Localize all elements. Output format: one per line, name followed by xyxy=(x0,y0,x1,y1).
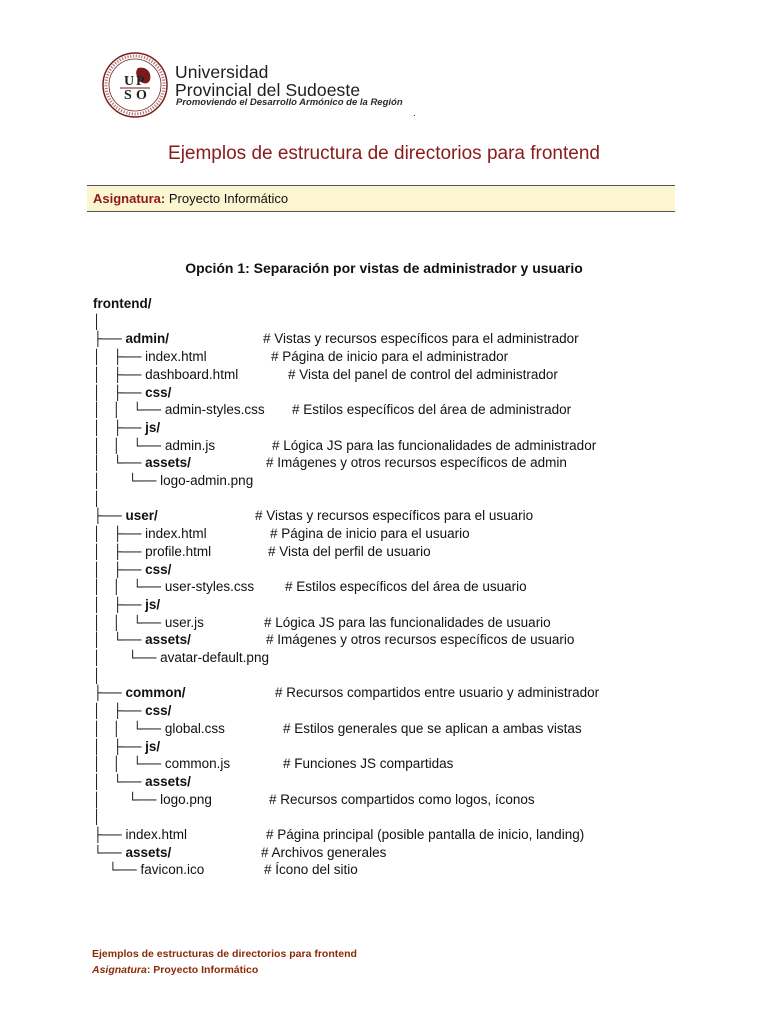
tree-entry: └── assets/ xyxy=(93,844,172,860)
footer-subject xyxy=(92,964,258,976)
svg-text:P: P xyxy=(136,74,145,89)
subject-label: Asignatura: xyxy=(93,191,166,206)
tree-entry-comment: # Página de inicio para el administrador xyxy=(271,349,509,365)
tree-entry: ├── index.html xyxy=(93,827,187,842)
tree-entry: │ └── avatar-default.png xyxy=(93,650,269,665)
option-title: Opción 1: Separación por vistas de administrador y usuario xyxy=(185,260,583,276)
footer-subject-value: Proyecto Informático xyxy=(150,964,259,976)
tree-entry-comment: # Estilos generales que se aplican a ambas vistas xyxy=(283,720,582,736)
tree-entry-comment: # Imágenes y otros recursos específicos de admin xyxy=(266,455,567,471)
tree-entry: │ │ └── admin-styles.css xyxy=(93,402,265,418)
tree-entry: │ ├── js/ xyxy=(93,419,161,435)
tree-entry: │ ├── js/ xyxy=(93,596,161,612)
tree-entry-comment: # Lógica JS para las funcionalidades de administrador xyxy=(272,437,597,453)
tree-entry: ├── common/ xyxy=(93,685,186,701)
university-name xyxy=(175,63,360,99)
tree-entry: │ ├── index.html xyxy=(93,349,207,365)
tree-entry-comment: # Imágenes y otros recursos específicos de usuario xyxy=(266,632,575,648)
tree-entry: │ └── assets/ xyxy=(93,455,191,471)
tree-entry-comment: # Recursos compartidos entre usuario y administrador xyxy=(275,685,600,701)
university-seal-logo xyxy=(102,52,168,118)
svg-text:S: S xyxy=(124,88,132,103)
tree-entry-comment: # Página principal (posible pantalla de inicio, landing) xyxy=(266,827,585,842)
tree-entry-comment: # Vistas y recursos específicos para el administrador xyxy=(263,331,579,347)
footer-subject-colon: : xyxy=(146,964,151,976)
tree-entry-comment: # Lógica JS para las funcionalidades de usuario xyxy=(264,614,551,630)
tree-entry-comment: # Página de inicio para el usuario xyxy=(270,526,470,542)
tree-entry: │ ├── css/ xyxy=(93,561,172,577)
tree-entry: │ ├── index.html xyxy=(93,526,207,542)
tree-entry: └── favicon.ico xyxy=(93,862,205,878)
tree-entry-comment: # Funciones JS compartidas xyxy=(283,756,454,772)
tree-entry: │ │ └── user.js xyxy=(93,614,204,630)
footer-subject-label: Asignatura xyxy=(92,964,147,976)
svg-text:U: U xyxy=(124,74,135,89)
tree-entry: │ │ └── global.css xyxy=(93,720,225,736)
university-slogan: Promoviendo el Desarrollo Armónico de la Región xyxy=(176,97,403,108)
tree-entry: │ ├── css/ xyxy=(93,384,172,400)
tree-entry: │ ├── profile.html xyxy=(93,543,212,559)
tree-entry: │ xyxy=(93,809,102,825)
tree-entry: │ xyxy=(93,667,102,683)
tree-entry-comment: # Estilos específicos del área de administrador xyxy=(292,402,572,418)
tree-entry: │ └── assets/ xyxy=(93,632,191,648)
tree-entry: │ │ └── user-styles.css xyxy=(93,579,255,595)
svg-text:O: O xyxy=(136,88,147,103)
tree-entry-comment: # Archivos generales xyxy=(261,844,387,860)
subject-value: Proyecto Informático xyxy=(168,191,289,206)
tree-entry: ├── admin/ xyxy=(93,331,169,347)
university-name-line2: Provincial del Sudoeste xyxy=(175,80,361,100)
university-name-line1: Universidad xyxy=(175,62,269,82)
stray-dot: . xyxy=(413,108,416,119)
tree-entry: │ xyxy=(93,490,102,506)
tree-entry: │ ├── dashboard.html xyxy=(93,366,239,382)
tree-entry-comment: # Ícono del sitio xyxy=(264,862,358,878)
tree-entry: │ │ └── admin.js xyxy=(93,437,216,453)
subject-banner xyxy=(87,185,675,212)
footer-title: Ejemplos de estructuras de directorios para frontend xyxy=(92,948,357,960)
tree-entry-comment: # Vista del panel de control del administrador xyxy=(288,366,558,382)
tree-entry: │ ├── js/ xyxy=(93,738,161,754)
tree-entry: │ └── logo.png xyxy=(93,791,212,807)
document-title: Ejemplos de estructura de directorios para frontend xyxy=(168,143,600,164)
tree-entry: │ └── assets/ xyxy=(93,773,191,789)
tree-entry: │ ├── css/ xyxy=(93,703,172,719)
tree-entry: ├── user/ xyxy=(93,508,158,524)
tree-entry: │ │ └── common.js xyxy=(93,756,231,772)
tree-entry-comment: # Vista del perfil de usuario xyxy=(268,543,431,559)
tree-entry-comment: # Estilos específicos del área de usuario xyxy=(285,579,527,595)
tree-entry: │ └── logo-admin.png xyxy=(93,473,254,488)
tree-entry: frontend/ xyxy=(93,296,152,311)
tree-entry: │ xyxy=(93,313,102,329)
tree-entry-comment: # Recursos compartidos como logos, íconos xyxy=(269,791,535,807)
tree-entry-comment: # Vistas y recursos específicos para el usuario xyxy=(255,508,534,524)
